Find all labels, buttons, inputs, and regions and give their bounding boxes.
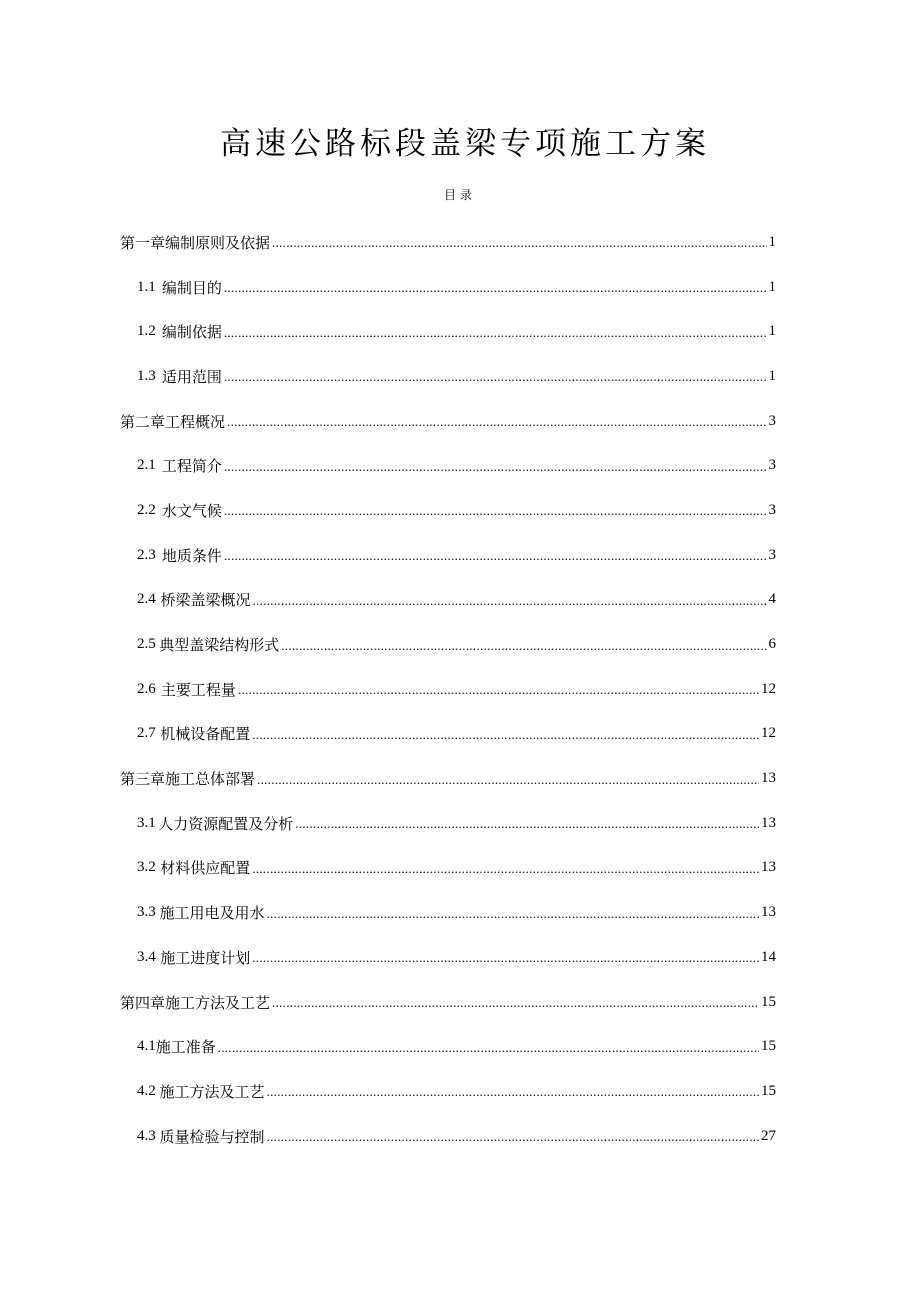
toc-entry-page: 13 [761,770,776,787]
toc-dot-leader [272,995,759,1011]
toc-entry-label: 质量检验与控制 [159,1127,265,1146]
toc-entry-number: 2.4 [137,591,156,608]
toc-dot-leader [253,593,767,609]
toc-entry[interactable] [120,846,776,891]
toc-dot-leader [224,369,767,385]
toc-entry[interactable] [120,801,776,846]
toc-entry-label: 机械设备配置 [160,725,251,744]
toc-entry[interactable] [120,488,776,533]
toc-entry-number: 2.3 [137,546,156,563]
toc-dot-leader [267,1084,759,1100]
toc-entry[interactable] [120,399,776,444]
toc-entry-label: 施工准备 [155,1038,216,1057]
toc-dot-leader [252,861,759,877]
toc-entry[interactable] [120,622,776,667]
toc-entry[interactable] [120,980,776,1025]
toc-entry-number: 2.6 [137,680,156,697]
toc-dot-leader [227,414,766,430]
toc-entry-label: 典型盖梁结构形式 [159,636,280,655]
toc-dot-leader [267,906,759,922]
toc-entry-number: 2.5 [137,636,156,653]
toc-entry[interactable] [120,220,776,265]
toc-entry-number: 3.2 [137,859,156,876]
toc-dot-leader [224,548,767,564]
toc-entry-label: 第一章编制原则及依据 [120,233,271,252]
toc-entry[interactable] [120,935,776,980]
toc-entry-label: 材料供应配置 [160,859,251,878]
toc-entry[interactable] [120,1069,776,1114]
toc-entry[interactable] [120,309,776,354]
toc-entry-page: 14 [761,948,776,965]
toc-entry-page: 15 [761,1038,776,1055]
toc-entry-number: 4.1 [137,1038,156,1055]
toc-entry[interactable] [120,533,776,578]
toc-dot-leader [267,1129,759,1145]
toc-entry-label: 主要工程量 [160,680,236,699]
toc-entry-number: 2.7 [137,725,156,742]
toc-dot-leader [218,1040,759,1056]
toc-entry-page: 27 [761,1127,776,1144]
toc-entry[interactable] [120,265,776,310]
toc-entry-page: 1 [768,278,776,295]
toc-dot-leader [224,325,767,341]
toc-entry-label: 桥梁盖梁概况 [160,591,251,610]
toc-dot-leader [272,235,766,251]
toc-entry-page: 3 [768,501,776,518]
toc-entry-number: 3.4 [137,948,156,965]
toc-dot-leader [281,638,766,654]
toc-entry-page: 13 [761,904,776,921]
toc-entry-page: 3 [768,457,776,474]
toc-entry-page: 1 [768,233,776,250]
toc-dot-leader [238,682,759,698]
toc-dot-leader [257,772,759,788]
toc-entry[interactable] [120,890,776,935]
toc-entry-page: 15 [761,993,776,1010]
toc-entry-label: 工程简介 [161,457,222,476]
toc-entry-label: 编制依据 [161,323,222,342]
toc-entry-label: 施工方法及工艺 [159,1082,265,1101]
toc-entry-page: 3 [768,546,776,563]
document-title: 高速公路标段盖梁专项施工方案 [220,126,710,162]
toc-entry-number: 1.1 [137,278,156,295]
toc-entry-label: 施工进度计划 [160,948,251,967]
toc-entry-label: 第二章工程概况 [120,412,226,431]
toc-entry-number: 3.3 [137,904,156,921]
toc-dot-leader [224,459,767,475]
toc-entry-page: 12 [761,725,776,742]
toc-entry-number: 4.3 [137,1127,156,1144]
toc-entry-number: 3.1 [137,814,156,831]
toc-dot-leader [252,950,759,966]
toc-entry-page: 13 [761,814,776,831]
toc-entry-number: 1.3 [137,367,156,384]
toc-entry-label: 水文气候 [161,501,222,520]
toc-entry-number: 2.2 [137,501,156,518]
toc-entry-page: 13 [761,859,776,876]
toc-dot-leader [295,816,759,832]
toc-dot-leader [252,727,759,743]
toc-entry[interactable] [120,667,776,712]
table-of-contents [120,220,776,1158]
toc-entry[interactable] [120,354,776,399]
toc-dot-leader [224,280,767,296]
toc-entry[interactable] [120,443,776,488]
toc-entry-number: 4.2 [137,1082,156,1099]
toc-entry[interactable] [120,1114,776,1159]
toc-entry-page: 3 [768,412,776,429]
toc-entry-page: 1 [768,367,776,384]
toc-entry-page: 4 [768,591,776,608]
toc-entry-page: 1 [768,323,776,340]
toc-entry[interactable] [120,712,776,757]
toc-entry-label: 第四章施工方法及工艺 [120,993,271,1012]
toc-entry[interactable] [120,756,776,801]
toc-entry-label: 适用范围 [161,367,222,386]
toc-entry-label: 编制目的 [161,278,222,297]
toc-entry-page: 6 [768,636,776,653]
toc-dot-leader [224,503,767,519]
toc-entry-label: 人力资源配置及分析 [158,814,294,833]
toc-entry-number: 1.2 [137,323,156,340]
toc-entry-label: 第三章施工总体部署 [120,770,256,789]
toc-entry[interactable] [120,1024,776,1069]
toc-entry-page: 15 [761,1082,776,1099]
toc-entry[interactable] [120,578,776,623]
toc-heading: 目录 [443,188,476,202]
toc-entry-label: 施工用电及用水 [159,904,265,923]
toc-entry-page: 12 [761,680,776,697]
toc-entry-label: 地质条件 [161,546,222,565]
toc-entry-number: 2.1 [137,457,156,474]
